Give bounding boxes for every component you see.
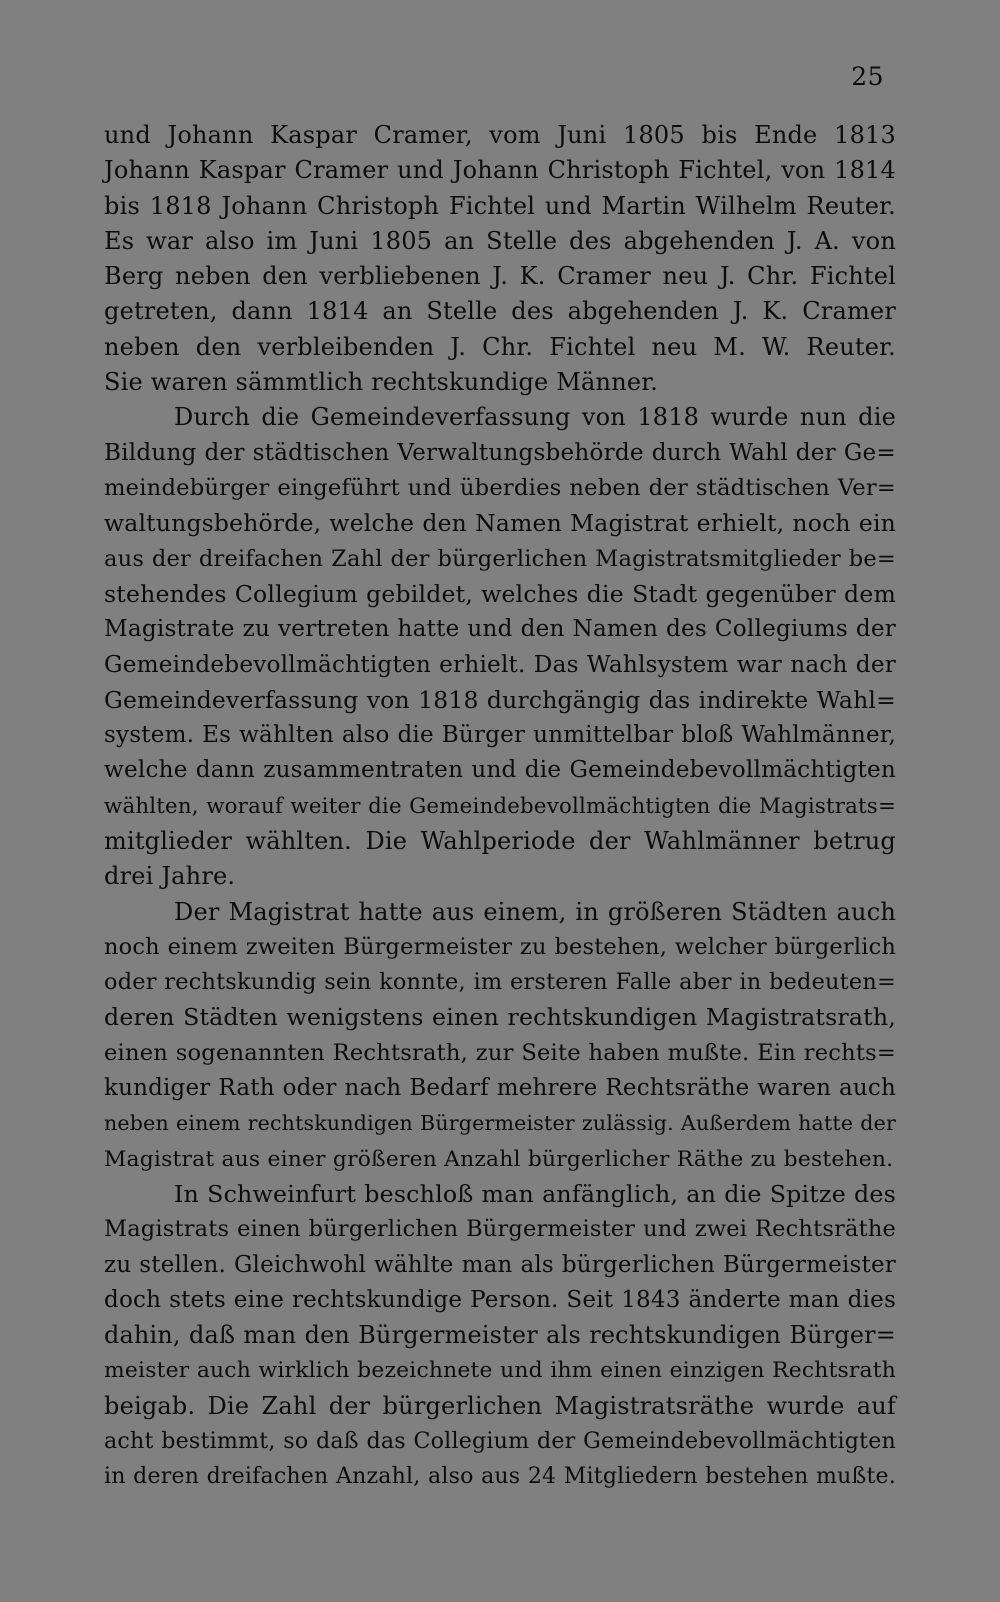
- text-line: doch stets eine rechtskundige Person. Seit 1843 änderte man dies: [104, 1286, 896, 1313]
- text-line: einen sogenannten Rechtsrath, zur Seite haben mußte. Ein rechts=: [104, 1039, 896, 1066]
- text-line: oder rechtskundig sein konnte, im ersteren Falle aber in bedeuten=: [104, 969, 896, 996]
- text-line: getreten, dann 1814 an Stelle des abgehenden J. K. Cramer: [104, 297, 896, 326]
- paragraph-start-line: Der Magistrat hatte aus einem, in größeren Städten auch: [174, 897, 896, 926]
- text-line: in deren dreifachen Anzahl, also aus 24 Mitgliedern bestehen mußte.: [104, 1464, 896, 1490]
- text-line: Bildung der städtischen Verwaltungsbehörde durch Wahl der Ge=: [104, 439, 896, 466]
- text-line: stehendes Collegium gebildet, welches die Stadt gegenüber dem: [104, 579, 896, 608]
- text-line: welche dann zusammentraten und die Gemeindebevollmächtigten: [104, 757, 896, 784]
- text-line: neben den verbleibenden J. Chr. Fichtel neu M. W. Reuter.: [104, 332, 896, 361]
- paragraph-start-line: In Schweinfurt beschloß man anfänglich, an die Spitze des: [174, 1179, 896, 1208]
- paragraph-start-line: Durch die Gemeindeverfassung von 1818 wurde nun die: [174, 403, 896, 432]
- text-line: dahin, daß man den Bürgermeister als rechtskundigen Bürger=: [104, 1321, 896, 1350]
- text-line: noch einem zweiten Bürgermeister zu bestehen, welcher bürgerlich: [104, 933, 896, 960]
- text-line: wählten, worauf weiter die Gemeindebevollmächtigten die Magistrats=: [104, 793, 896, 819]
- text-line: neben einem rechtskundigen Bürgermeister zulässig. Außerdem hatte der: [104, 1111, 896, 1136]
- body-text: [104, 118, 896, 1495]
- text-line: Berg neben den verbliebenen J. K. Cramer neu J. Chr. Fichtel: [104, 262, 896, 291]
- text-line: aus der dreifachen Zahl der bürgerlichen Magistratsmitglieder be=: [104, 545, 896, 572]
- text-line: Gemeindebevollmächtigten erhielt. Das Wahlsystem war nach der: [104, 651, 896, 679]
- text-line: bis 1818 Johann Christoph Fichtel und Martin Wilhelm Reuter.: [104, 191, 896, 220]
- text-line: Magistrats einen bürgerlichen Bürgermeister und zwei Rechtsräthe: [104, 1216, 896, 1243]
- text-line: waltungsbehörde, welche den Namen Magistrat erhielt, noch ein: [104, 509, 896, 538]
- text-line: meister auch wirklich bezeichnete und ihm einen einzigen Rechtsrath: [104, 1358, 896, 1384]
- text-line: Sie waren sämmtlich rechtskundige Männer.: [104, 368, 659, 397]
- text-line: mitglieder wählten. Die Wahlperiode der Wahlmänner betrug: [104, 826, 896, 855]
- text-line: Magistrate zu vertreten hatte und den Namen des Collegiums der: [104, 616, 896, 643]
- text-line: beigab. Die Zahl der bürgerlichen Magistratsräthe wurde auf: [104, 1391, 896, 1420]
- text-line: Magistrat aus einer größeren Anzahl bürgerlicher Räthe zu bestehen.: [104, 1146, 894, 1172]
- text-line: Johann Kaspar Cramer und Johann Christoph Fichtel, von 1814: [104, 156, 896, 185]
- text-line: system. Es wählten also die Bürger unmittelbar bloß Wahlmänner,: [104, 722, 896, 749]
- text-line: deren Städten wenigstens einen rechtskundigen Magistratsrath,: [104, 1003, 896, 1032]
- text-line: acht bestimmt, so daß das Collegium der Gemeindebevollmächtigten: [104, 1427, 896, 1454]
- text-line: Es war also im Juni 1805 an Stelle des abgehenden J. A. von: [104, 226, 896, 255]
- page-number: 25: [851, 62, 884, 91]
- text-line: zu stellen. Gleichwohl wählte man als bürgerlichen Bürgermeister: [104, 1251, 896, 1278]
- text-line: und Johann Kaspar Cramer, vom Juni 1805 bis Ende 1813: [104, 121, 896, 149]
- text-line: meindebürger eingeführt und überdies neben der städtischen Ver=: [104, 474, 896, 501]
- text-line: Gemeindeverfassung von 1818 durchgängig das indirekte Wahl=: [104, 685, 896, 714]
- text-line: drei Jahre.: [104, 862, 236, 891]
- text-line: kundiger Rath oder nach Bedarf mehrere Rechtsräthe waren auch: [104, 1075, 896, 1102]
